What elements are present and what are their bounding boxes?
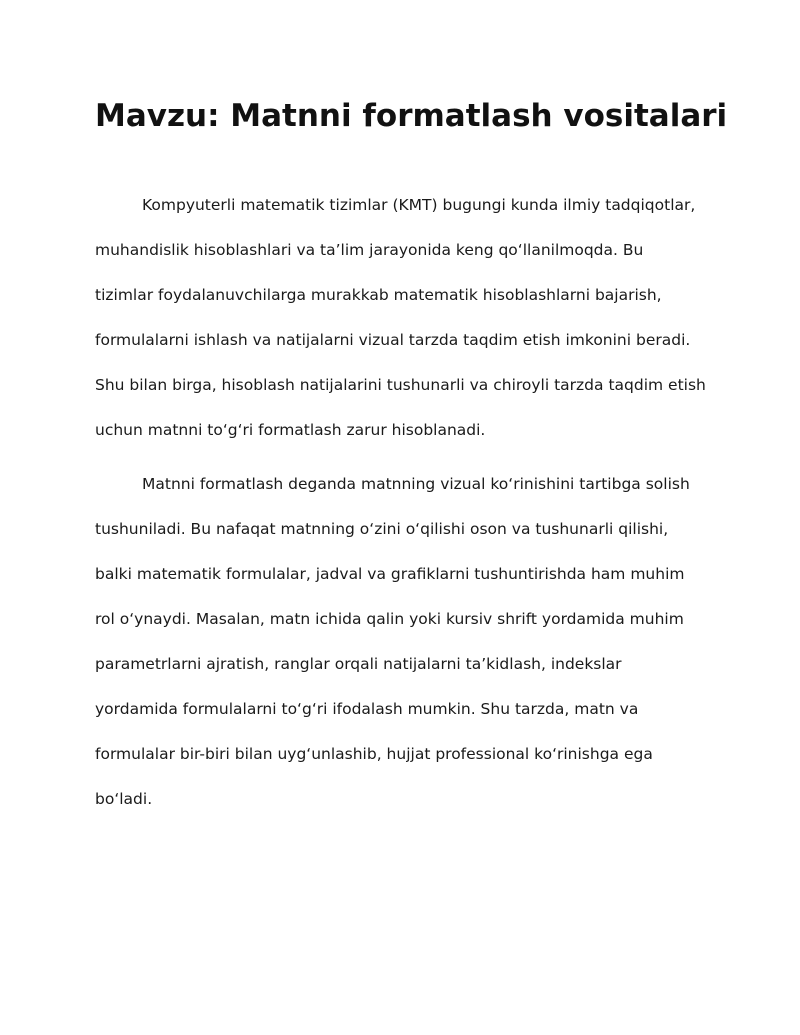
paragraph-line: formulalar bir-biri bilan uyg‘unlashib, hujjat professional ko‘rinishga ega: [95, 745, 653, 763]
paragraph-line: yordamida formulalarni to‘g‘ri ifodalash mumkin. Shu tarzda, matn va: [95, 700, 639, 718]
paragraph-1: [95, 183, 735, 453]
paragraph-2: [95, 462, 735, 822]
paragraph-line: Kompyuterli matematik tizimlar (KMT) bugungi kunda ilmiy tadqiqotlar,: [142, 196, 696, 214]
paragraph-line: Shu bilan birga, hisoblash natijalarini tushunarli va chiroyli tarzda taqdim etish: [95, 376, 706, 394]
paragraph-line: rol o‘ynaydi. Masalan, matn ichida qalin yoki kursiv shrift yordamida muhim: [95, 610, 684, 628]
paragraph-line: bo‘ladi.: [95, 790, 153, 808]
document-title: Mavzu: Matnni formatlash vositalari: [95, 98, 728, 134]
paragraph-line: tushuniladi. Bu nafaqat matnning o‘zini o‘qilishi oson va tushunarli qilishi,: [95, 520, 669, 538]
paragraph-line: balki matematik formulalar, jadval va grafiklarni tushuntirishda ham muhim: [95, 565, 685, 583]
paragraph-line: muhandislik hisoblashlari va ta’lim jarayonida keng qo‘llanilmoqda. Bu: [95, 241, 644, 259]
paragraph-line: Matnni formatlash deganda matnning vizual ko‘rinishini tartibga solish: [142, 475, 690, 493]
paragraph-line: parametrlarni ajratish, ranglar orqali natijalarni ta’kidlash, indekslar: [95, 655, 622, 673]
paragraph-line: uchun matnni to‘g‘ri formatlash zarur hisoblanadi.: [95, 421, 486, 439]
paragraph-line: tizimlar foydalanuvchilarga murakkab matematik hisoblashlarni bajarish,: [95, 286, 662, 304]
paragraph-line: formulalarni ishlash va natijalarni vizual tarzda taqdim etish imkonini beradi.: [95, 331, 691, 349]
